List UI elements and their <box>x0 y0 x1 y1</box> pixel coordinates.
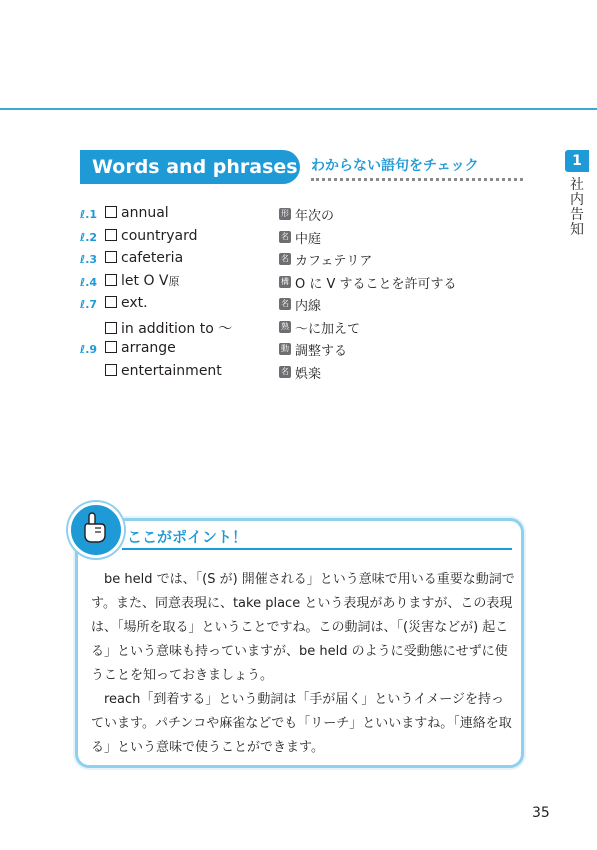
line-number: ℓ.7 <box>80 298 98 311</box>
vocab-term <box>105 273 180 289</box>
checkbox[interactable] <box>105 229 117 241</box>
point-paragraph: be held では、「(S が) 開催される」という意味で用いる重要な動詞です。また、同意表現に、take place という表現がありますが、この表現は、「場所を取る」ということですね。この動詞は、「(災害などが) 起こる」という意味も持っていますが、be held のように受動態にせずに使うことを知っておきましょう。 <box>91 572 515 683</box>
vocab-meaning: ～に加えて <box>295 321 361 337</box>
vocab-meaning: 調整する <box>295 344 348 359</box>
term-text: cafeteria <box>121 250 184 266</box>
chapter-label: 社内告知 <box>570 177 584 238</box>
chapter-number: 1 <box>565 150 589 172</box>
words-header: Words and phrases <box>80 150 300 184</box>
pos-badge: 動 <box>281 344 289 353</box>
pos-badge: 名 <box>281 231 289 241</box>
pos-badge: 名 <box>281 254 289 263</box>
vocab-term <box>105 363 222 379</box>
vocab-row <box>80 295 500 318</box>
pos-badge: 熟 <box>281 321 289 331</box>
vocab-row <box>80 205 500 228</box>
vocab-term <box>105 340 176 356</box>
term-text: in addition to ～ <box>121 320 233 337</box>
chapter-tab <box>561 150 597 238</box>
pos-badge: 名 <box>281 366 289 376</box>
vocab-meaning: 中庭 <box>295 231 322 247</box>
point-body <box>91 568 516 760</box>
line-number: ℓ.1 <box>80 208 98 221</box>
checkbox[interactable] <box>105 364 117 376</box>
pos-badge: 構 <box>281 276 289 286</box>
point-title-rule <box>122 548 512 550</box>
vocab-meaning: O に V することを許可する <box>295 276 457 292</box>
pos-badge: 形 <box>281 209 289 218</box>
vocab-term <box>105 205 169 221</box>
term-hint: 原 <box>168 274 180 288</box>
term-text: let O V <box>121 272 169 289</box>
vocab-row <box>80 318 500 341</box>
pos-badge: 名 <box>281 299 289 308</box>
vocab-term <box>105 295 148 311</box>
page-number: 35 <box>532 805 550 821</box>
vocab-row <box>80 363 500 386</box>
words-subtitle: わからない語句をチェック <box>311 158 479 174</box>
checkbox[interactable] <box>105 296 117 308</box>
pointing-hand-icon <box>68 502 124 558</box>
checkbox[interactable] <box>105 274 117 286</box>
checkbox[interactable] <box>105 206 117 218</box>
term-text: ext. <box>121 295 148 311</box>
vocab-meaning: 娯楽 <box>295 366 322 382</box>
line-number: ℓ.9 <box>80 343 98 356</box>
checkbox[interactable] <box>105 322 117 334</box>
term-text: annual <box>121 205 169 221</box>
line-number: ℓ.2 <box>80 230 98 244</box>
vocab-meaning: 年次の <box>295 209 335 224</box>
point-title: ここがポイント！ <box>127 528 248 546</box>
vocab-row <box>80 340 500 363</box>
vocab-term <box>105 228 198 244</box>
vocab-meaning: 内線 <box>295 299 322 314</box>
term-text: countryard <box>121 227 198 244</box>
term-text: entertainment <box>121 362 222 379</box>
vocab-row <box>80 228 500 251</box>
term-text: arrange <box>121 340 176 356</box>
line-number: ℓ.3 <box>80 253 98 266</box>
vocab-term <box>105 318 232 338</box>
dotted-divider <box>311 178 523 181</box>
checkbox[interactable] <box>105 251 117 263</box>
line-number: ℓ.4 <box>80 275 98 289</box>
vocab-meaning: カフェテリア <box>295 254 373 269</box>
vocab-term <box>105 250 183 266</box>
vocab-row <box>80 273 500 296</box>
vocab-row <box>80 250 500 273</box>
point-paragraph: reach「到着する」という動詞は「手が届く」というイメージを持っています。パチンコや麻雀などでも「リーチ」といいますね。「連絡を取る」という意味で使うことができます。 <box>91 692 512 755</box>
checkbox[interactable] <box>105 341 117 353</box>
top-rule <box>0 108 597 110</box>
vocab-list <box>80 205 500 385</box>
hand-svg <box>79 511 109 545</box>
